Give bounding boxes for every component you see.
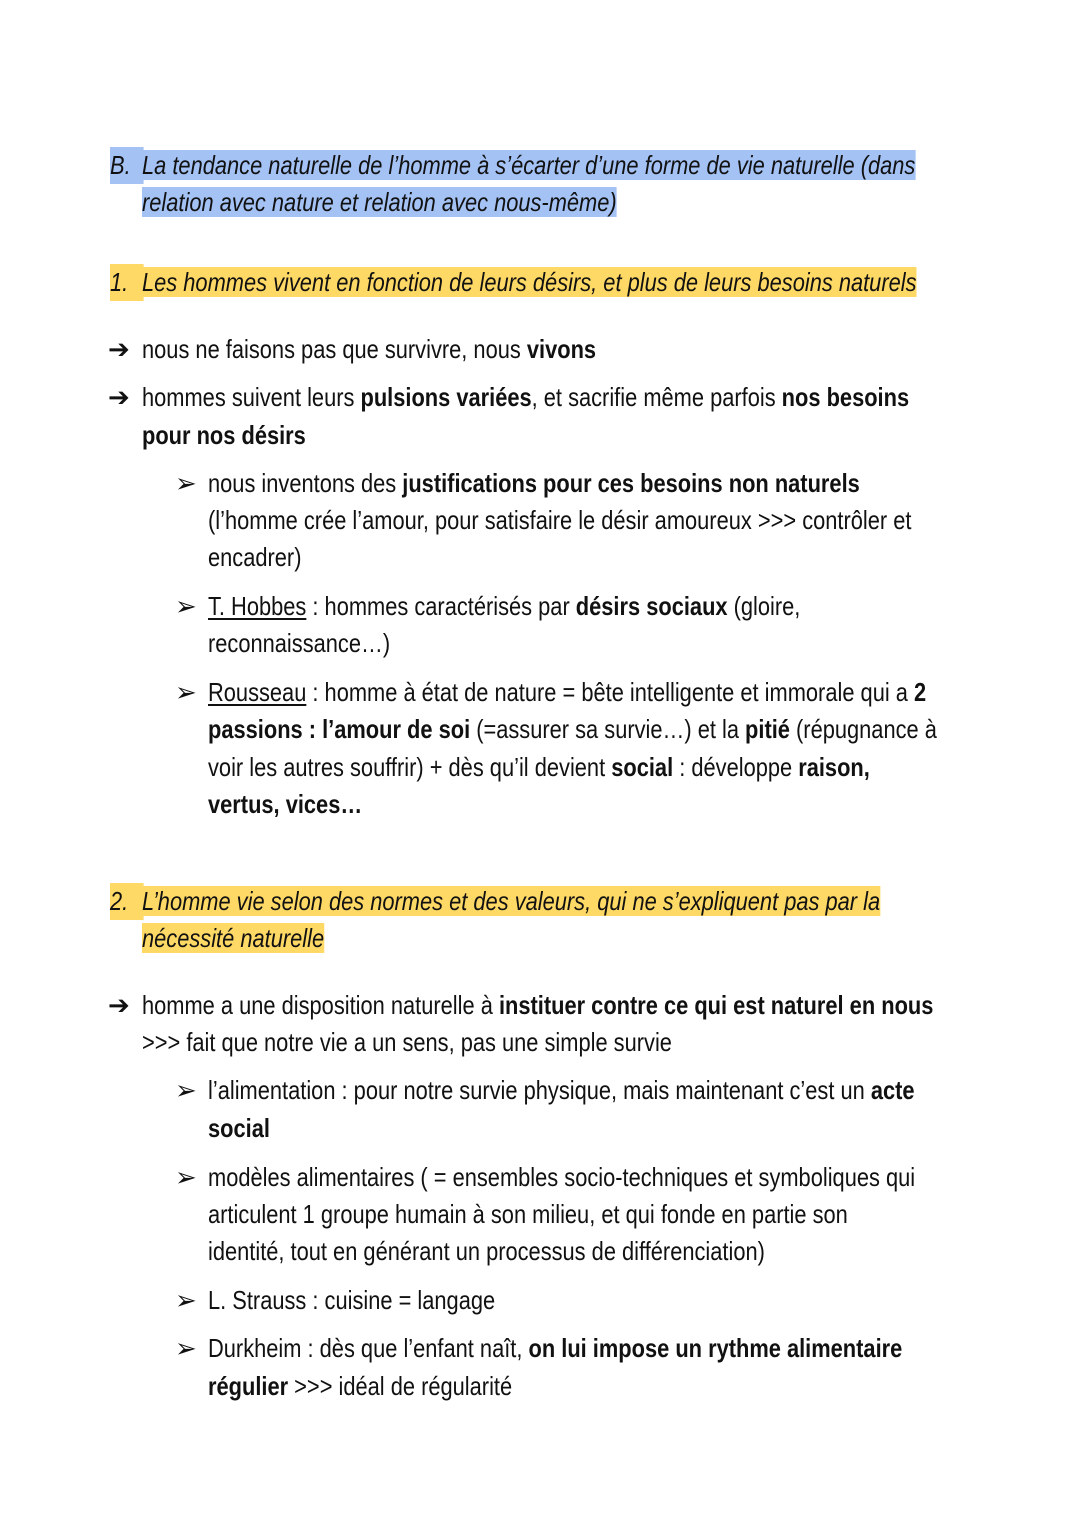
arrow-bullet-icon: ➔ — [108, 382, 130, 412]
underlined-name: Rousseau — [208, 677, 307, 707]
bold-text: vivons — [526, 334, 597, 364]
text-run: articulent 1 groupe humain à son milieu, et qui fonde en partie son — [208, 1199, 848, 1229]
bullet-text-line — [208, 502, 911, 539]
text-run: nécessité naturelle — [142, 923, 325, 953]
bold-text: justifications pour ces besoins non naturels — [402, 468, 860, 498]
bullet-text-line — [208, 749, 870, 786]
bold-text: passions : l’amour de soi — [208, 714, 471, 744]
text-run: modèles alimentaires ( = ensembles socio-techniques et symboliques qui — [208, 1162, 916, 1192]
arrowhead-bullet-icon: ➢ — [175, 1333, 197, 1363]
heading-number: B. — [110, 147, 144, 184]
text-run: (l’homme crée l’amour, pour satisfaire le désir amoureux >>> contrôler et — [208, 505, 912, 535]
bullet-text-line — [208, 1159, 915, 1196]
text-run: : hommes caractérisés par — [306, 591, 576, 621]
arrowhead-bullet-icon: ➢ — [175, 1285, 197, 1315]
arrowhead-bullet-icon: ➢ — [175, 1075, 197, 1105]
text-run: L. Strauss : cuisine = langage — [208, 1285, 496, 1315]
heading-number: 1. — [110, 264, 144, 301]
text-run: encadrer) — [208, 542, 302, 572]
heading-line — [142, 147, 915, 184]
bullet-text-line — [208, 786, 362, 823]
bullet-text-line — [208, 674, 926, 711]
text-run: identité, tout en générant un processus de différenciation) — [208, 1236, 765, 1266]
bold-text: régulier — [208, 1371, 289, 1401]
bold-text: acte — [870, 1075, 915, 1105]
text-run: voir les autres souffrir) + dès qu’il devient — [208, 752, 612, 782]
text-run: (gloire, — [727, 591, 801, 621]
bold-text: pulsions variées — [360, 382, 532, 412]
text-run: (=assurer sa survie…) et la — [470, 714, 746, 744]
text-run: >>> fait que notre vie a un sens, pas une simple survie — [142, 1027, 672, 1057]
bold-text: social — [208, 1113, 270, 1143]
arrowhead-bullet-icon: ➢ — [175, 677, 197, 707]
bullet-text-line — [208, 1233, 765, 1270]
bold-text: pour nos désirs — [142, 420, 306, 450]
bullet-text-line — [208, 1282, 495, 1319]
bold-text: on lui impose un rythme alimentaire — [528, 1333, 903, 1363]
bullet-text-line — [208, 711, 937, 748]
heading-line — [142, 184, 617, 221]
text-run: nous inventons des — [208, 468, 403, 498]
bullet-text-line — [208, 539, 301, 576]
bullet-text-line — [208, 625, 390, 662]
text-run: nous ne faisons pas que survivre, nous — [142, 334, 527, 364]
arrowhead-bullet-icon: ➢ — [175, 591, 197, 621]
text-run: : homme à état de nature = bête intelligente et immorale qui a — [306, 677, 914, 707]
bold-text: instituer contre ce qui est naturel en nous — [498, 990, 934, 1020]
text-run: hommes suivent leurs — [142, 382, 361, 412]
bullet-text-line — [208, 1110, 270, 1147]
arrowhead-bullet-icon: ➢ — [175, 468, 197, 498]
text-run: : développe — [673, 752, 799, 782]
arrow-bullet-icon: ➔ — [108, 334, 130, 364]
heading-line — [142, 883, 880, 920]
text-run: La tendance naturelle de l’homme à s’écarter d’une forme de vie naturelle (dans — [142, 150, 916, 180]
bullet-text-line — [142, 987, 933, 1024]
bullet-text-line — [208, 1196, 848, 1233]
text-run: >>> idéal de régularité — [288, 1371, 513, 1401]
text-run: Les hommes vivent en fonction de leurs désirs, et plus de leurs besoins naturels — [142, 267, 917, 297]
heading-number: 2. — [110, 883, 144, 920]
bold-text: nos besoins — [781, 382, 910, 412]
text-run: homme a une disposition naturelle à — [142, 990, 499, 1020]
text-run: relation avec nature et relation avec nous-même) — [142, 187, 617, 217]
arrow-bullet-icon: ➔ — [108, 990, 130, 1020]
bullet-text-line — [142, 417, 306, 454]
bullet-text-line — [208, 465, 860, 502]
bullet-text-line — [142, 379, 909, 416]
text-run: (répugnance à — [789, 714, 937, 744]
bold-text: pitié — [745, 714, 790, 744]
bullet-text-line — [142, 1024, 672, 1061]
bold-text: vertus, vices… — [208, 789, 363, 819]
bold-text: 2 — [913, 677, 927, 707]
text-run: l’alimentation : pour notre survie physique, mais maintenant c’est un — [208, 1075, 871, 1105]
bullet-text-line — [142, 331, 596, 368]
bold-text: social — [611, 752, 674, 782]
text-run: Durkheim : dès que l’enfant naît, — [208, 1333, 529, 1363]
text-run: , et sacrifie même parfois — [531, 382, 782, 412]
bullet-text-line — [208, 1330, 902, 1367]
heading-line — [142, 920, 324, 957]
bullet-text-line — [208, 1072, 915, 1109]
underlined-name: T. Hobbes — [208, 591, 307, 621]
text-run: reconnaissance…) — [208, 628, 391, 658]
bullet-text-line — [208, 588, 800, 625]
heading-line — [142, 264, 917, 301]
text-run: L’homme vie selon des normes et des valeurs, qui ne s’expliquent pas par la — [142, 886, 881, 916]
bullet-text-line — [208, 1368, 512, 1405]
bold-text: raison, — [798, 752, 870, 782]
arrowhead-bullet-icon: ➢ — [175, 1162, 197, 1192]
bold-text: désirs sociaux — [575, 591, 728, 621]
